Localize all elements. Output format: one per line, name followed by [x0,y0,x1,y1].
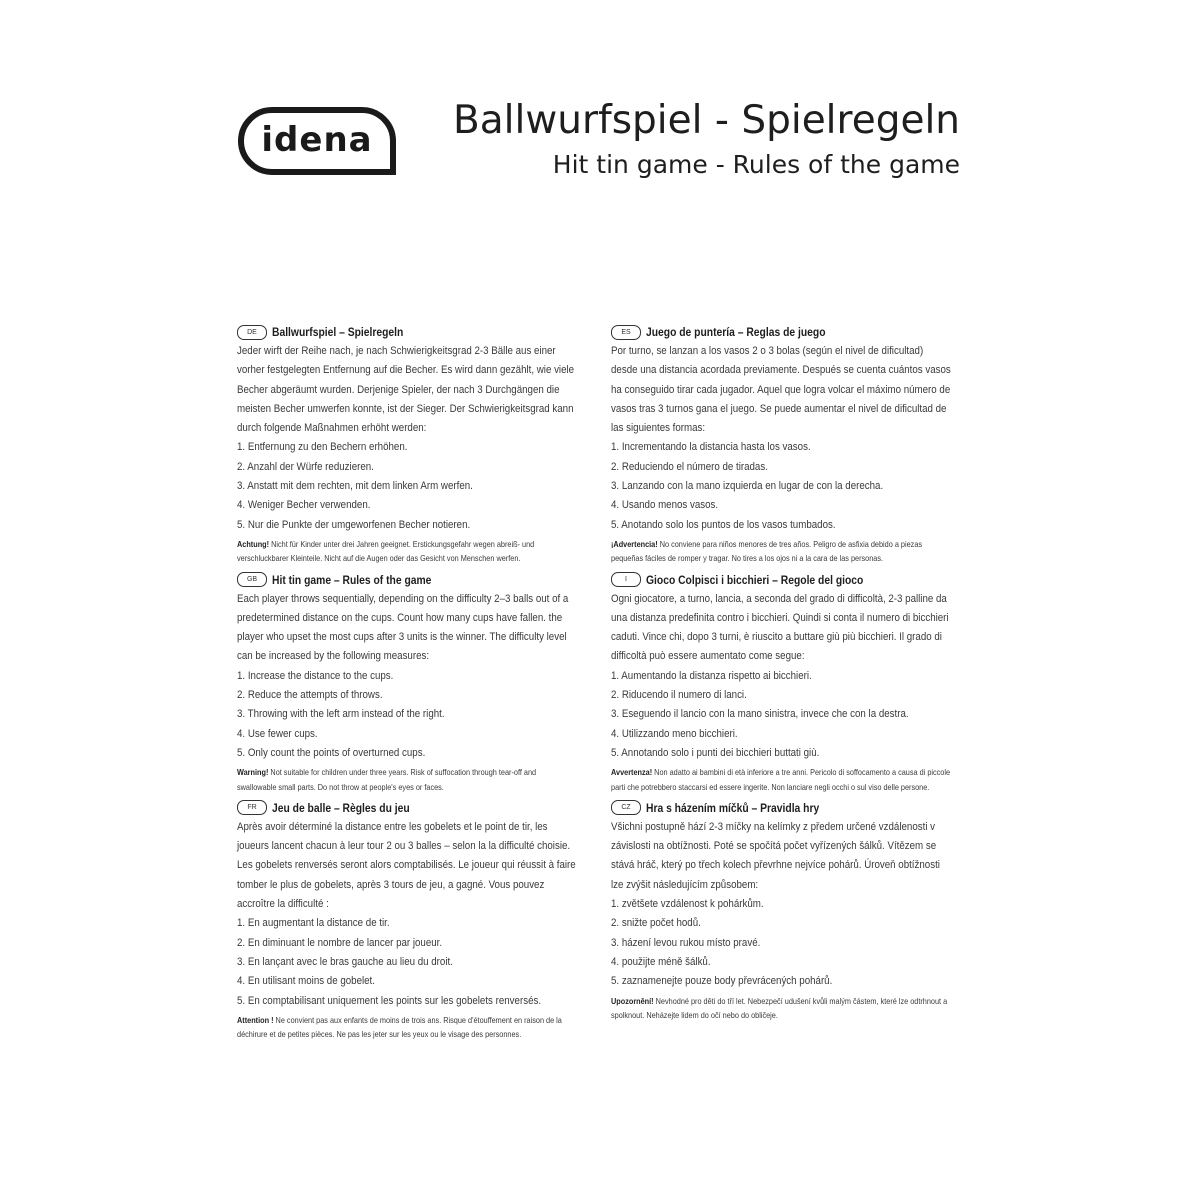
list-item: 4. Use fewer cups. [237,727,318,740]
language-badge-it: I [611,572,641,587]
warning-text: Not suitable for children under three years. Risk of suffocation through tear-off and swallowable small parts. Do not throw at people's eyes or faces. [237,767,537,792]
list-item: 5. Only count the points of overturned cups. [237,746,426,759]
steps-list [611,438,953,534]
list-item: 3. En lançant avec le bras gauche au lieu du droit. [237,955,453,968]
warning-text: No conviene para niños menores de tres años. Peligro de asfixia debido a piezas pequeñas fáciles de romper y tragar. No tires a los ojos ni a la cara de las personas. [611,538,923,564]
list-item: 3. házení levou rukou místo pravé. [611,936,761,949]
section-title: Hra s házením míčků – Pravidla hry [646,800,820,815]
list-item: 4. En utilisant moins de gobelet. [237,975,375,988]
list-item: 5. zaznamenejte pouze body převrácených pohárů. [611,975,833,988]
warning-note [611,537,951,566]
section-title: Hit tin game – Rules of the game [272,572,432,587]
steps-list [237,438,579,534]
page-subtitle: Hit tin game - Rules of the game [552,150,960,179]
steps-list [611,895,953,991]
warning-note [611,765,951,794]
list-item: 5. Anotando solo los puntos de los vasos tumbados. [611,518,836,531]
section-title: Ballwurfspiel – Spielregeln [272,325,404,339]
list-item: 4. Weniger Becher verwenden. [237,499,371,512]
list-item: 4. použijte méně šálků. [611,955,711,968]
warning-label: Warning! [237,767,269,778]
list-item: 1. Increase the distance to the cups. [237,669,394,682]
list-item: 3. Throwing with the left arm instead of the right. [237,708,445,721]
language-badge-fr: FR [237,800,267,815]
section-title: Juego de puntería – Reglas de juego [646,325,826,339]
section-fr [237,798,579,1042]
warning-note [611,994,951,1023]
warning-label: Achtung! [237,538,270,549]
list-item: 2. Reduciendo el número de tiradas. [611,460,768,473]
section-header [611,570,953,590]
list-item: 1. zvětšete vzdálenost k pohárkům. [611,898,764,911]
list-item: 2. snižte počet hodů. [611,917,701,930]
warning-text: Ne convient pas aux enfants de moins de trois ans. Risque d'étouffement en raison de la déchirure et de petites pièces. Ne pas les jeter sur les yeux ou le visage des personnes. [237,1014,562,1040]
list-item: 1. En augmentant la distance de tir. [237,917,390,930]
list-item: 4. Usando menos vasos. [611,499,719,512]
list-item: 5. Annotando solo i punti dei bicchieri buttati giù. [611,746,820,759]
warning-label: ¡Advertencia! [611,538,658,549]
list-item: 3. Anstatt mit dem rechten, mit dem linken Arm werfen. [237,480,473,493]
list-item: 5. Nur die Punkte der umgeworfenen Becher notieren. [237,518,471,531]
language-badge-gb: GB [237,572,267,587]
section-header [237,322,579,342]
warning-text: Nevhodné pro děti do tří let. Nebezpečí udušení kvůli malým částem, které lze odtrhnout a spolknout. Neházejte lidem do očí nebo do obličeje. [611,995,948,1020]
section-gb [237,570,579,794]
section-body: Por turno, se lanzan a los vasos 2 o 3 bolas (según el nivel de dificultad) desde una distancia acordada previamente. Después se cuenta cuántos vasos ha conseguido tirar cada jugador. Aquel que logra volcar el máximo número de vasos tras 3 turnos gana el juego. Se puede aumentar el nivel de dificultad de las siguientes formas: [611,345,951,435]
warning-text: Nicht für Kinder unter drei Jahren geeignet. Erstickungsgefahr wegen abreiß- und verschluckbarer Kleinteile. Nicht auf die Augen oder das Gesicht von Menschen werfen. [237,538,535,564]
list-item: 3. Lanzando con la mano izquierda en lugar de con la derecha. [611,480,884,493]
list-item: 2. Anzahl der Würfe reduzieren. [237,460,374,473]
section-header [237,798,579,818]
page-title: Ballwurfspiel - Spielregeln [453,98,960,143]
left-column [237,322,579,1045]
warning-note [237,1013,577,1042]
steps-list [237,667,579,763]
section-it [611,570,953,794]
warning-label: Upozornění! [611,995,654,1006]
list-item: 1. Aumentando la distanza rispetto ai bicchieri. [611,669,812,682]
list-item: 2. Riducendo il numero di lanci. [611,689,747,702]
idena-logo [238,107,396,175]
steps-list [611,667,953,763]
steps-list [237,914,579,1010]
list-item: 1. Entfernung zu den Bechern erhöhen. [237,441,408,454]
section-body: Après avoir déterminé la distance entre les gobelets et le point de tir, les joueurs lancent chacun à leur tour 2 ou 3 balles – selon la la difficulté choisie. Les gobelets renversés seront alors comptabilisés. Le joueur qui réussit à faire tomber le plus de gobelets, après 3 tours de jeu, a gagné. Vous pouvez accroître la difficulté : [237,820,576,911]
warning-label: Attention ! [237,1014,274,1025]
section-title: Jeu de balle – Règles du jeu [272,800,410,815]
list-item: 2. Reduce the attempts of throws. [237,689,383,702]
list-item: 4. Utilizzando meno bicchieri. [611,727,738,740]
warning-note [237,537,577,566]
section-body: Each player throws sequentially, depending on the difficulty 2–3 balls out of a predetermined distance on the cups. Count how many cups have fallen. the player who upset the most cups after 3 units is the winner. The difficulty level can be increased by the following measures: [237,592,569,663]
language-badge-de: DE [237,325,267,340]
language-badge-cz: CZ [611,800,641,815]
section-body: Ogni giocatore, a turno, lancia, a seconda del grado di difficoltà, 2-3 palline da una distanza predefinita contro i bicchieri. Quindi si conta il numero di bicchieri caduti. Vince chi, dopo 3 turni, è riuscito a buttare giù più bicchieri. Il grado di difficoltà può essere aumentato come segue: [611,592,949,663]
section-cz [611,798,953,1022]
list-item: 2. En diminuant le nombre de lancer par joueur. [237,936,443,949]
section-header [611,798,953,818]
warning-label: Avvertenza! [611,767,653,778]
section-body: Všichni postupně hází 2-3 míčky na kelímky z předem určené vzdálenosti v závislosti na obtížnosti. Poté se spočítá počet vyřízených šálků. Vítězem se stává hráč, který po třech kolech převrhne nejvíce pohárů. Úroveň obtížnosti lze zvýšit následujícím způsobem: [611,820,940,891]
section-header [237,570,579,590]
list-item: 5. En comptabilisant uniquement les points sur les gobelets renversés. [237,994,542,1007]
warning-text: Non adatto ai bambini di età inferiore a tre anni. Pericolo di soffocamento a causa di piccole parti che potrebbero staccarsi ed essere ingerite. Non lanciare negli occhi o sul viso delle persone. [611,767,951,792]
language-badge-es: ES [611,325,641,340]
right-column [611,322,953,1026]
list-item: 1. Incrementando la distancia hasta los vasos. [611,441,811,454]
list-item: 3. Eseguendo il lancio con la mano sinistra, invece che con la destra. [611,708,909,721]
section-es [611,322,953,566]
section-de [237,322,579,566]
section-body: Jeder wirft der Reihe nach, je nach Schwierigkeitsgrad 2-3 Bälle aus einer vorher festgelegten Entfernung auf die Becher. Es wird dann gezählt, wie viele Becher abgeräumt wurden. Derjenige Spieler, der nach 3 Durchgängen die meisten Becher umwerfen konnte, ist der Sieger. Der Schwierigkeitsgrad kann durch folgende Maßnahmen erhöht werden: [237,345,575,435]
logo-text: idena [261,120,373,160]
section-header [611,322,953,342]
section-title: Gioco Colpisci i bicchieri – Regole del gioco [646,572,864,587]
warning-note [237,765,577,794]
